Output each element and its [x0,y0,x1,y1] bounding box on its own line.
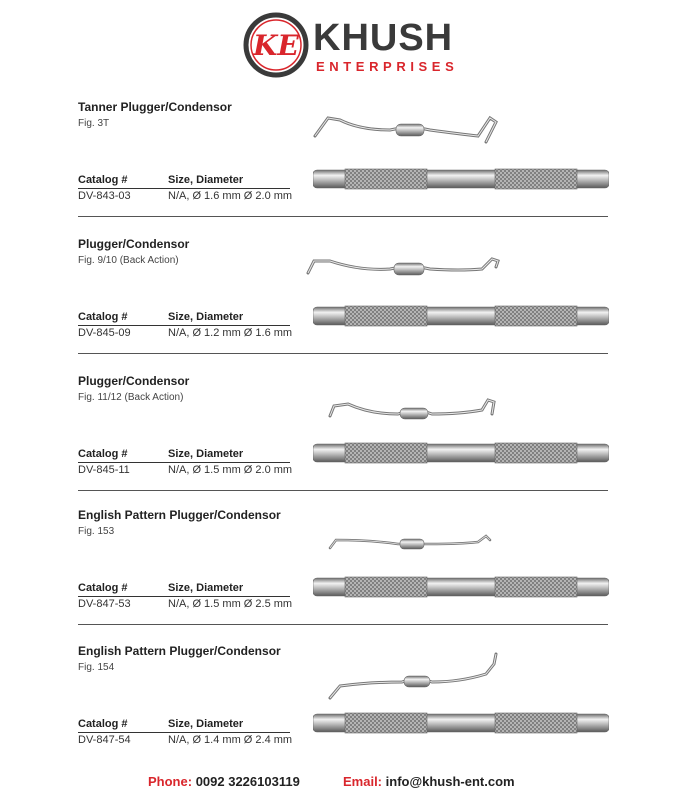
size-diameter: N/A, Ø 1.5 mm Ø 2.0 mm [168,464,293,476]
catalog-number: DV-847-54 [78,734,131,746]
product-section [0,100,689,236]
catalog-number: DV-845-09 [78,327,131,339]
phone-contact [148,774,300,789]
email-contact [343,774,515,789]
phone-number: 0092 3226103119 [195,774,300,789]
size-header: Size, Diameter [168,718,244,730]
product-title: Plugger/Condensor [78,237,190,251]
size-header: Size, Diameter [168,448,244,460]
phone-label: Phone: [148,774,193,789]
contact-footer [0,774,689,792]
catalog-number: DV-847-53 [78,598,131,610]
logo-mark-text: KE [253,29,299,62]
instrument-handle-image [313,711,609,735]
size-diameter: N/A, Ø 1.5 mm Ø 2.5 mm [168,598,293,610]
spec-underline [78,188,290,189]
spec-underline [78,325,290,326]
spec-underline [78,596,290,597]
catalog-header: Catalog # [78,448,128,460]
instrument-handle-image [313,575,609,599]
brand-name: KHUSH [313,17,454,59]
product-section [0,374,689,510]
catalog-header: Catalog # [78,174,128,186]
size-header: Size, Diameter [168,582,244,594]
instrument-tip-image [300,508,510,558]
catalog-header: Catalog # [78,582,128,594]
product-title: Tanner Plugger/Condensor [78,100,232,114]
product-title: English Pattern Plugger/Condensor [78,644,281,658]
product-section [0,644,689,780]
size-diameter: N/A, Ø 1.6 mm Ø 2.0 mm [168,190,293,202]
spec-underline [78,462,290,463]
catalog-number: DV-845-11 [78,464,130,476]
instrument-tip-image [300,374,510,424]
catalog-header: Catalog # [78,718,128,730]
section-divider [78,353,608,354]
product-figure: Fig. 9/10 (Back Action) [78,255,179,266]
product-figure: Fig. 153 [78,526,115,537]
instrument-tip-image [300,100,510,150]
section-divider [78,216,608,217]
instrument-tip-image [300,237,510,287]
section-divider [78,624,608,625]
spec-underline [78,732,290,733]
instrument-handle-image [313,167,609,191]
product-figure: Fig. 154 [78,662,115,673]
product-section [0,237,689,373]
instrument-handle-image [313,304,609,328]
catalog-header: Catalog # [78,311,128,323]
product-section [0,508,689,644]
email-address[interactable]: info@khush-ent.com [385,774,515,789]
catalog-number: DV-843-03 [78,190,131,202]
size-diameter: N/A, Ø 1.4 mm Ø 2.4 mm [168,734,293,746]
instrument-handle-image [313,441,609,465]
instrument-tip-image [300,644,510,704]
size-diameter: N/A, Ø 1.2 mm Ø 1.6 mm [168,327,293,339]
product-title: Plugger/Condensor [78,374,190,388]
product-figure: Fig. 3T [78,118,110,129]
size-header: Size, Diameter [168,311,244,323]
size-header: Size, Diameter [168,174,244,186]
ke-logo-icon [243,12,309,78]
product-figure: Fig. 11/12 (Back Action) [78,392,184,403]
product-title: English Pattern Plugger/Condensor [78,508,281,522]
section-divider [78,490,608,491]
brand-tagline: ENTERPRISES [316,59,459,74]
email-label: Email: [343,774,383,789]
